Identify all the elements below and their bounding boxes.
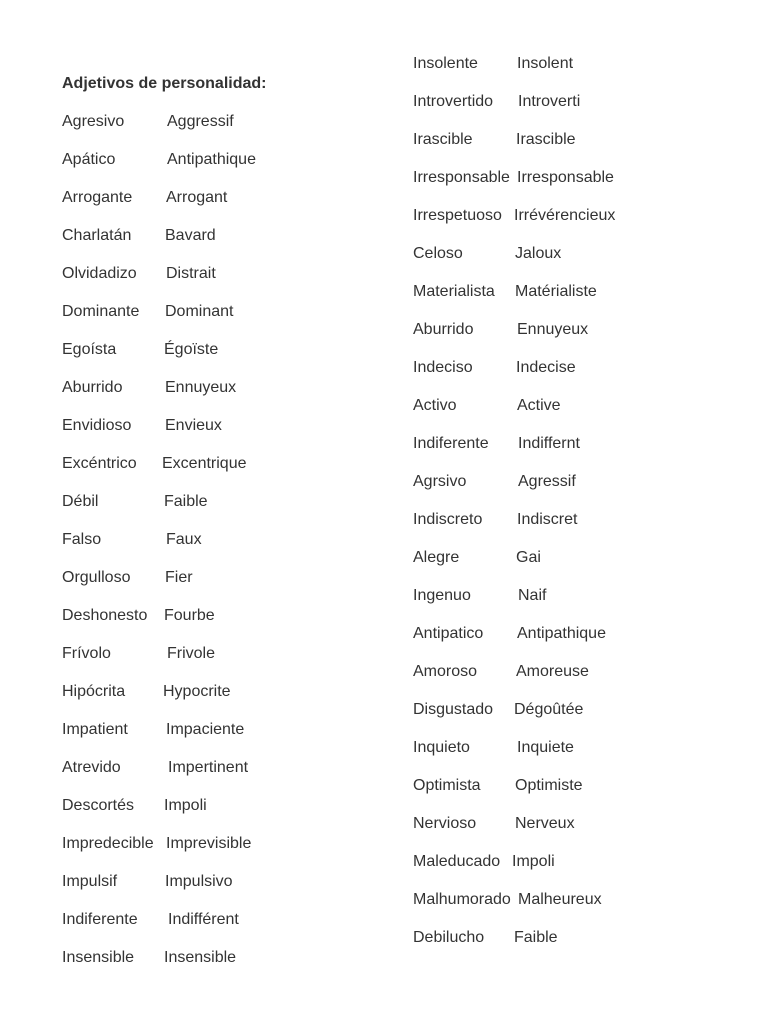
- french-word: Introverti: [518, 93, 581, 110]
- french-word: Gai: [516, 549, 541, 566]
- french-word: Impoli: [164, 797, 207, 814]
- french-word: Bavard: [165, 227, 216, 244]
- vocab-row: [413, 282, 743, 320]
- french-word: Insensible: [164, 949, 237, 966]
- vocab-row: [413, 586, 743, 624]
- spanish-word: Egoísta: [62, 341, 117, 358]
- vocab-row: [62, 226, 392, 264]
- french-word: Irrévérencieux: [514, 207, 616, 224]
- spanish-word: Optimista: [413, 777, 481, 794]
- spanish-word: Débil: [62, 493, 99, 510]
- spanish-word: Indiferente: [62, 911, 138, 928]
- spanish-word: Orgulloso: [62, 569, 131, 586]
- vocab-row: [413, 624, 743, 662]
- spanish-word: Hipócrita: [62, 683, 126, 700]
- vocab-row: [62, 910, 392, 948]
- vocab-row: [62, 720, 392, 758]
- right-vocabulary-column: [413, 54, 743, 966]
- vocab-row: [413, 662, 743, 700]
- french-word: Distrait: [166, 265, 216, 282]
- vocab-row: [62, 492, 392, 530]
- spanish-word: Deshonesto: [62, 607, 148, 624]
- french-word: Indifférent: [168, 911, 239, 928]
- vocab-row: [62, 378, 392, 416]
- spanish-word: Indiferente: [413, 435, 489, 452]
- spanish-word: Arrogante: [62, 189, 133, 206]
- vocab-row: [413, 92, 743, 130]
- vocab-row: [413, 548, 743, 586]
- spanish-word: Materialista: [413, 283, 495, 300]
- spanish-word: Charlatán: [62, 227, 132, 244]
- vocab-row: [413, 814, 743, 852]
- french-word: Antipathique: [517, 625, 606, 642]
- spanish-word: Impatient: [62, 721, 128, 738]
- spanish-word: Alegre: [413, 549, 460, 566]
- french-word: Ennuyeux: [517, 321, 589, 338]
- french-word: Irresponsable: [517, 169, 614, 186]
- french-word: Matérialiste: [515, 283, 597, 300]
- french-word: Envieux: [165, 417, 222, 434]
- french-word: Inquiete: [517, 739, 574, 756]
- french-word: Antipathique: [167, 151, 256, 168]
- french-word: Optimiste: [515, 777, 583, 794]
- spanish-word: Nervioso: [413, 815, 477, 832]
- french-word: Indecise: [516, 359, 576, 376]
- french-word: Ennuyeux: [165, 379, 237, 396]
- spanish-word: Agrsivo: [413, 473, 467, 490]
- vocab-row: [413, 244, 743, 282]
- vocab-row: [62, 188, 392, 226]
- vocab-row: [413, 738, 743, 776]
- spanish-word: Ingenuo: [413, 587, 471, 604]
- vocab-row: [413, 358, 743, 396]
- spanish-word: Atrevido: [62, 759, 121, 776]
- french-word: Arrogant: [166, 189, 228, 206]
- vocab-row: [413, 168, 743, 206]
- french-word: Naif: [518, 587, 547, 604]
- spanish-word: Aburrido: [62, 379, 123, 396]
- vocab-row: [62, 302, 392, 340]
- french-word: Impulsivo: [165, 873, 233, 890]
- spanish-word: Envidioso: [62, 417, 132, 434]
- vocab-row: [413, 776, 743, 814]
- spanish-word: Introvertido: [413, 93, 494, 110]
- spanish-word: Antipatico: [413, 625, 484, 642]
- spanish-word: Agresivo: [62, 113, 125, 130]
- spanish-word: Apático: [62, 151, 116, 168]
- spanish-word: Malhumorado: [413, 891, 511, 908]
- spanish-word: Dominante: [62, 303, 140, 320]
- french-word: Hypocrite: [163, 683, 231, 700]
- spanish-word: Aburrido: [413, 321, 474, 338]
- vocab-row: [413, 434, 743, 472]
- spanish-word: Olvidadizo: [62, 265, 137, 282]
- french-word: Active: [517, 397, 561, 414]
- spanish-word: Inquieto: [413, 739, 470, 756]
- french-word: Dominant: [165, 303, 234, 320]
- spanish-word: Indeciso: [413, 359, 473, 376]
- french-word: Amoreuse: [516, 663, 589, 680]
- vocab-row: [413, 54, 743, 92]
- vocab-row: [62, 796, 392, 834]
- french-word: Indiscret: [517, 511, 578, 528]
- spanish-word: Irascible: [413, 131, 473, 148]
- spanish-word: Disgustado: [413, 701, 494, 718]
- french-word: Dégoûtée: [514, 701, 584, 718]
- french-word: Jaloux: [515, 245, 562, 262]
- vocab-row: [62, 758, 392, 796]
- french-word: Irascible: [516, 131, 576, 148]
- vocab-row: [62, 644, 392, 682]
- vocab-row: [62, 530, 392, 568]
- page-heading: Adjetivos de personalidad:: [62, 75, 267, 92]
- french-word: Impoli: [512, 853, 555, 870]
- spanish-word: Irrespetuoso: [413, 207, 502, 224]
- spanish-word: Activo: [413, 397, 457, 414]
- vocab-row: [62, 264, 392, 302]
- spanish-word: Falso: [62, 531, 102, 548]
- spanish-word: Excéntrico: [62, 455, 137, 472]
- vocab-row: [62, 568, 392, 606]
- vocab-row: [62, 340, 392, 378]
- vocab-row: [413, 130, 743, 168]
- french-word: Impertinent: [168, 759, 249, 776]
- vocab-row: [62, 682, 392, 720]
- vocab-row: [413, 890, 743, 928]
- vocab-row: [413, 510, 743, 548]
- vocab-row: [62, 454, 392, 492]
- spanish-word: Insensible: [62, 949, 135, 966]
- french-word: Aggressif: [167, 113, 234, 130]
- spanish-word: Insolente: [413, 55, 478, 72]
- spanish-word: Debilucho: [413, 929, 485, 946]
- french-word: Malheureux: [518, 891, 602, 908]
- spanish-word: Descortés: [62, 797, 135, 814]
- french-word: Fourbe: [164, 607, 215, 624]
- french-word: Frivole: [167, 645, 216, 662]
- spanish-word: Frívolo: [62, 645, 111, 662]
- french-word: Fier: [165, 569, 193, 586]
- french-word: Faux: [166, 531, 202, 548]
- french-word: Faible: [514, 929, 558, 946]
- spanish-word: Irresponsable: [413, 169, 510, 186]
- vocab-row: [413, 472, 743, 510]
- french-word: Faible: [164, 493, 208, 510]
- french-word: Excentrique: [162, 455, 247, 472]
- french-word: Indiffernt: [518, 435, 580, 452]
- vocab-row: [62, 606, 392, 644]
- vocab-row: [413, 396, 743, 434]
- vocab-row: [62, 948, 392, 986]
- french-word: Insolent: [517, 55, 574, 72]
- vocab-row: [413, 206, 743, 244]
- spanish-word: Indiscreto: [413, 511, 483, 528]
- vocab-row: [413, 320, 743, 358]
- spanish-word: Impredecible: [62, 835, 154, 852]
- french-word: Nerveux: [515, 815, 575, 832]
- french-word: Agressif: [518, 473, 576, 490]
- vocab-row: [413, 928, 743, 966]
- left-vocabulary-column: [62, 112, 392, 986]
- vocab-row: [62, 416, 392, 454]
- vocab-row: [413, 852, 743, 890]
- french-word: Imprevisible: [166, 835, 252, 852]
- spanish-word: Celoso: [413, 245, 463, 262]
- french-word: Égoïste: [164, 341, 219, 358]
- french-word: Impaciente: [166, 721, 245, 738]
- vocab-row: [62, 872, 392, 910]
- vocab-row: [62, 150, 392, 188]
- spanish-word: Amoroso: [413, 663, 478, 680]
- spanish-word: Impulsif: [62, 873, 118, 890]
- vocab-row: [62, 112, 392, 150]
- vocab-row: [413, 700, 743, 738]
- vocab-row: [62, 834, 392, 872]
- spanish-word: Maleducado: [413, 853, 501, 870]
